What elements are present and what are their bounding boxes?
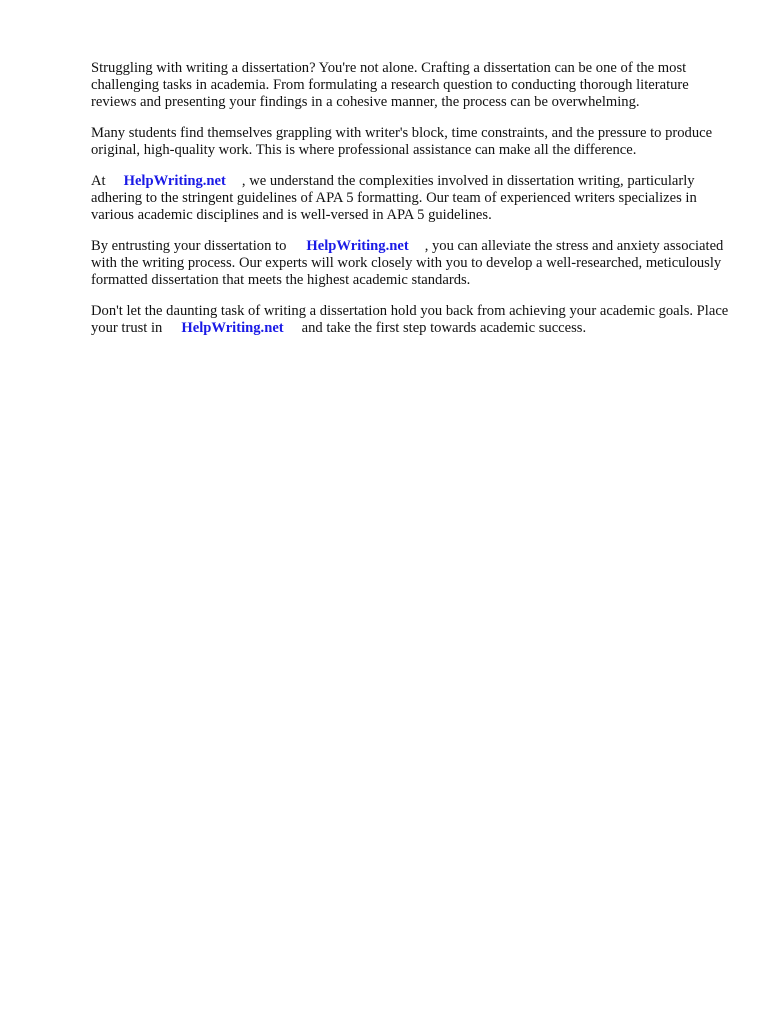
paragraph-entrust-text: , you can alleviate the stress and anxiety associated with the writing process. Our experts will work closely with you to develop a well-researched, meticulously formatted dissertation that meets the highest academic standards. — [91, 238, 724, 288]
helpwriting-link[interactable]: HelpWriting.net — [306, 238, 409, 254]
helpwriting-link[interactable]: HelpWriting.net — [181, 320, 284, 336]
paragraph-about-text: , we understand the complexities involved in dissertation writing, particularly adhering to the stringent guidelines of APA 5 formatting. Our team of experienced writers specializes in various academic disciplines and is well-versed in APA 5 guidelines. — [91, 173, 697, 223]
paragraph-entrust-lead: By entrusting your dissertation to — [91, 238, 287, 254]
paragraph-about — [91, 173, 731, 224]
paragraph-closing-lead: Don't let the daunting task of writing a dissertation hold you back from achieving your academic goals. Place your trust in — [91, 303, 729, 336]
paragraph-closing — [91, 303, 731, 337]
paragraph-challenges: Many students find themselves grappling with writer's block, time constraints, and the pressure to produce original, high-quality work. This is where professional assistance can make all the difference. — [91, 125, 713, 158]
paragraph-entrust — [91, 238, 731, 289]
paragraph-closing-text: and take the first step towards academic success. — [301, 320, 587, 336]
paragraph-about-lead: At — [91, 173, 106, 189]
paragraph-intro: Struggling with writing a dissertation? You're not alone. Crafting a dissertation can be one of the most challenging tasks in academia. From formulating a research question to conducting thorough literature reviews and presenting your findings in a cohesive manner, the process can be overwhelming. — [91, 60, 689, 110]
helpwriting-link[interactable]: HelpWriting.net — [123, 173, 226, 189]
